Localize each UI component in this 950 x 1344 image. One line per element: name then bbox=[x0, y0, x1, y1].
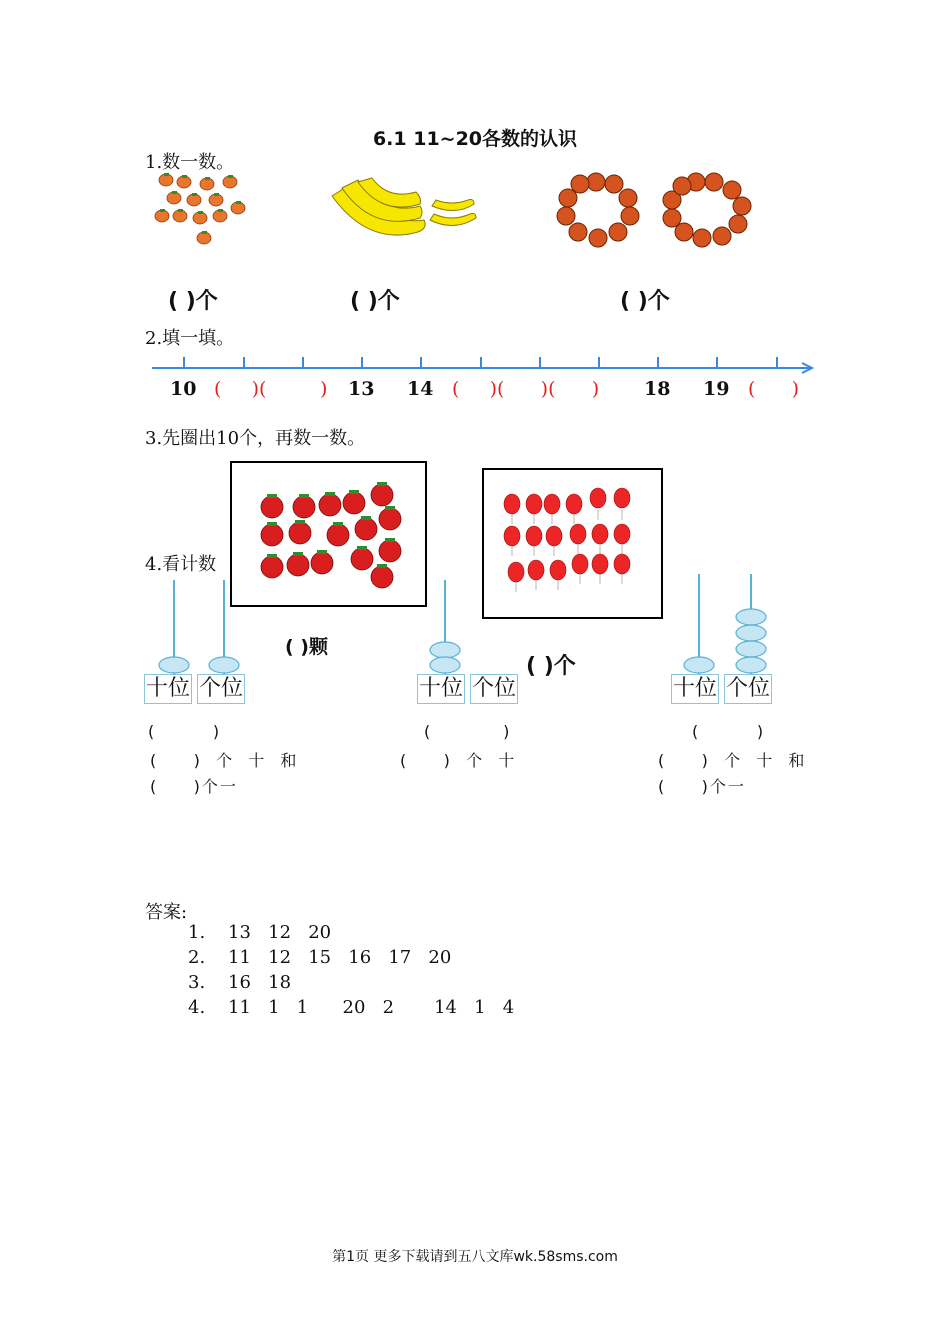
answer-line-2: 2. 11 12 15 16 17 20 bbox=[188, 947, 452, 968]
tick-label-14: 14 bbox=[407, 378, 434, 400]
number-line bbox=[148, 352, 818, 376]
tick-label-10: 10 bbox=[170, 378, 197, 400]
page-footer: 第1页 更多下载请到五八文库wk.58sms.com bbox=[332, 1249, 618, 1265]
abacus-3-blank-total[interactable]: ( ) bbox=[692, 722, 766, 741]
tick-label-13: 13 bbox=[348, 378, 375, 400]
strawberries-image bbox=[232, 463, 425, 605]
blank-20[interactable]: ( ) bbox=[748, 378, 800, 400]
blank-15-16-17[interactable]: ( )( )( ) bbox=[452, 378, 600, 400]
question-3-label: 3.先圈出10个，再数一数。 bbox=[145, 428, 366, 449]
tick-label-18: 18 bbox=[644, 378, 671, 400]
abacus-2-blank-total[interactable]: ( ) bbox=[424, 722, 512, 741]
answer-line-4: 4. 11 1 1 20 2 14 1 4 bbox=[188, 997, 515, 1018]
tick-label-19: 19 bbox=[703, 378, 730, 400]
bananas-image bbox=[328, 176, 480, 246]
abacus-2-blank-tens[interactable]: ( ) 个 十 bbox=[400, 751, 517, 770]
abacus-3-blank-tens[interactable]: ( ) 个 十 和 bbox=[658, 751, 807, 770]
q3-blank-balloons[interactable]: ( )个 bbox=[526, 654, 576, 679]
ones-place-label-2: 个位 bbox=[470, 674, 518, 704]
question-1-label: 1.数一数。 bbox=[145, 152, 235, 173]
ones-place-label-1: 个位 bbox=[197, 674, 245, 704]
abacus-3 bbox=[671, 572, 781, 678]
q1-blank-bananas[interactable]: ( )个 bbox=[350, 289, 400, 314]
tens-place-label-2: 十位 bbox=[417, 674, 465, 704]
q3-blank-strawberries[interactable]: ( )颗 bbox=[285, 636, 328, 658]
strawberries-cluster-image bbox=[152, 170, 248, 250]
tens-place-label-3: 十位 bbox=[671, 674, 719, 704]
abacus-1 bbox=[144, 572, 254, 678]
blank-11[interactable]: ( )( bbox=[214, 378, 267, 400]
abacus-1-blank-tens[interactable]: ( ) 个 十 和 bbox=[150, 751, 299, 770]
answer-line-1: 1. 13 12 20 bbox=[188, 922, 332, 943]
tens-place-label-1: 十位 bbox=[144, 674, 192, 704]
answer-line-3: 3. 16 18 bbox=[188, 972, 292, 993]
question-4-label: 4.看计数 bbox=[145, 554, 217, 575]
question-2-label: 2.填一填。 bbox=[145, 328, 235, 349]
abacus-3-blank-ones[interactable]: ( )个一 bbox=[658, 777, 746, 796]
blank-12-close[interactable]: ) bbox=[320, 378, 328, 400]
abacus-1-blank-total[interactable]: ( ) bbox=[148, 722, 222, 741]
strawberry-box bbox=[230, 461, 427, 607]
answers-label: 答案: bbox=[145, 902, 188, 923]
abacus-2 bbox=[417, 572, 527, 678]
ones-place-label-3: 个位 bbox=[724, 674, 772, 704]
abacus-1-blank-ones[interactable]: ( )个一 bbox=[150, 777, 238, 796]
q1-blank-beads[interactable]: ( )个 bbox=[620, 289, 670, 314]
q1-blank-strawberries[interactable]: ( )个 bbox=[168, 289, 218, 314]
bead-rings-image bbox=[556, 172, 761, 252]
page-title: 6.1 11~20各数的认识 bbox=[372, 128, 578, 150]
